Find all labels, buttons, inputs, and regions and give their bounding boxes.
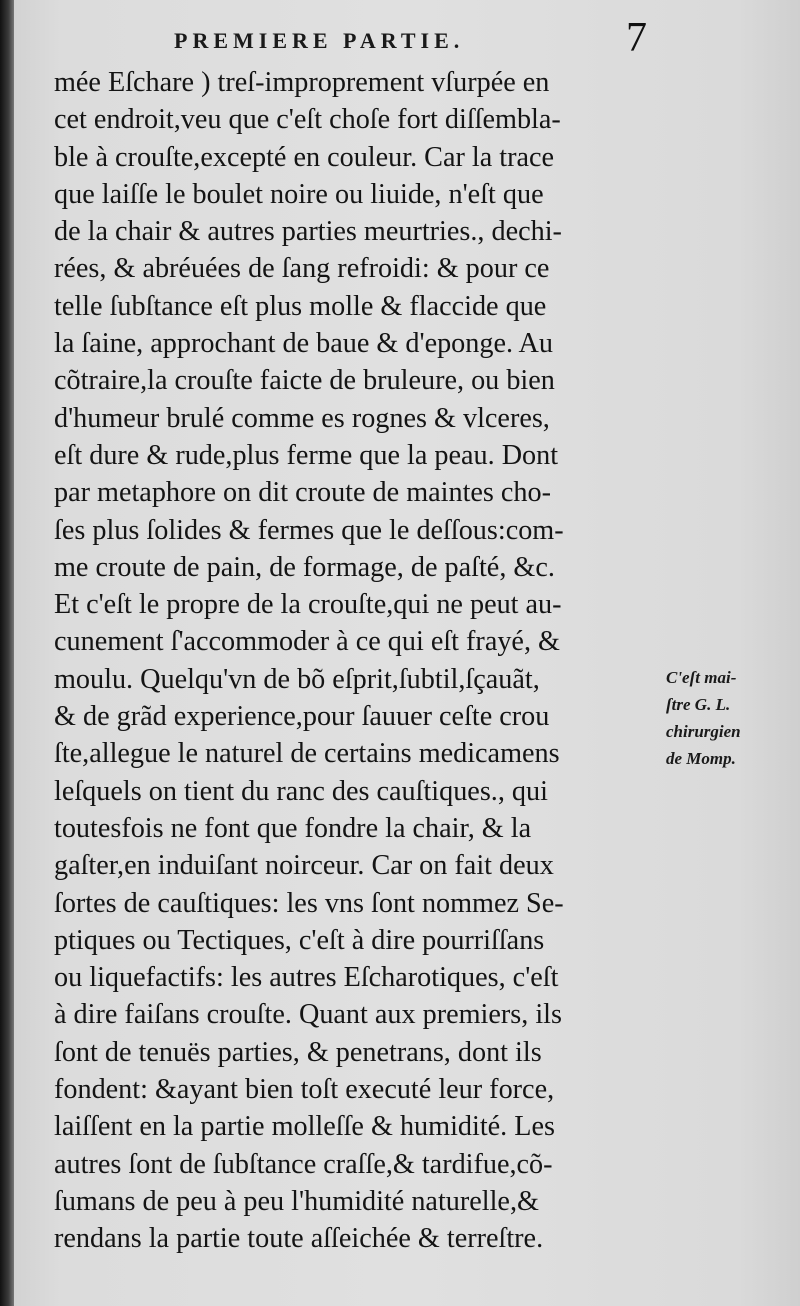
text-line: ble à crouſte,excepté en couleur. Car la trace <box>54 141 555 173</box>
text-line: laiſſent en la partie molleſſe & humidité. Les <box>54 1111 555 1143</box>
text-line: autres ſont de ſubſtance craſſe,& tardifue,cõ- <box>54 1148 553 1180</box>
text-line: ptiques ou Tectiques, c'eſt à dire pourriſſans <box>54 924 545 956</box>
text-line: ſte,allegue le naturel de certains medicamens <box>54 738 560 770</box>
text-line: ſortes de cauſtiques: les vns ſont nommez Se- <box>54 887 564 919</box>
text-line: Et c'eſt le propre de la crouſte,qui ne peut au- <box>54 589 562 621</box>
margin-note-line: ſtre G. L. <box>666 695 731 714</box>
text-line: & de grãd experience,pour ſauuer ceſte crou <box>54 701 550 733</box>
text-line: telle ſubſtance eſt plus molle & flaccide que <box>54 290 547 322</box>
text-line: d'humeur brulé comme es rognes & vlceres, <box>54 402 550 434</box>
text-line: leſquels on tient du ranc des cauſtiques., qui <box>54 775 548 807</box>
text-line: ſumans de peu à peu l'humidité naturelle,& <box>54 1185 539 1217</box>
text-line: fondent: &ayant bien toſt executé leur force, <box>54 1074 555 1106</box>
page-number: 7 <box>626 15 647 61</box>
text-line: cunement ſ'accommoder à ce qui eſt frayé, & <box>54 626 560 658</box>
text-line: mée Eſchare ) treſ-improprement vſurpée en <box>54 67 550 98</box>
text-line: la ſaine, approchant de baue & d'eponge. Au <box>54 328 553 360</box>
text-line: cet endroit,veu que c'eſt choſe fort diſſembla- <box>54 104 561 136</box>
text-line: cõtraire,la crouſte faicte de bruleure, ou bien <box>54 365 555 397</box>
margin-note-line: C'eſt mai- <box>666 668 737 687</box>
text-line: rendans la partie toute aſſeichée & terreſtre. <box>54 1223 544 1255</box>
text-line: que laiſſe le boulet noire ou liuide, n'eſt que <box>54 178 544 210</box>
text-line: rées, & abréuées de ſang refroidi: & pour ce <box>54 253 550 285</box>
margin-note <box>666 664 796 772</box>
text-line: me croute de pain, de formage, de paſté, &c. <box>54 551 555 583</box>
text-line: gaſter,en induiſant noirceur. Car on fait deux <box>54 850 554 882</box>
running-head: PREMIERE PARTIE. <box>174 28 465 53</box>
margin-note-line: chirurgien <box>666 722 741 741</box>
book-page <box>14 0 800 1306</box>
text-line: ou liquefactifs: les autres Eſcharotiques, c'eſt <box>54 962 559 994</box>
text-line: par metaphore on dit croute de maintes cho- <box>54 477 552 509</box>
body-text <box>54 64 666 1258</box>
margin-note-line: de Momp. <box>666 749 736 768</box>
text-line: de la chair & autres parties meurtries., dechi- <box>54 216 562 248</box>
text-line: toutesfois ne font que fondre la chair, & la <box>54 812 532 844</box>
text-line: ſont de tenuës parties, & penetrans, dont ils <box>54 1036 542 1068</box>
binding-edge <box>0 0 14 1306</box>
text-line: à dire faiſans crouſte. Quant aux premiers, ils <box>54 999 562 1031</box>
text-line: ſes plus ſolides & fermes que le deſſous:com- <box>54 514 564 546</box>
text-line: moulu. Quelqu'vn de bõ eſprit,ſubtil,ſçauãt, <box>54 663 540 695</box>
text-line: eſt dure & rude,plus ferme que la peau. Dont <box>54 439 559 471</box>
